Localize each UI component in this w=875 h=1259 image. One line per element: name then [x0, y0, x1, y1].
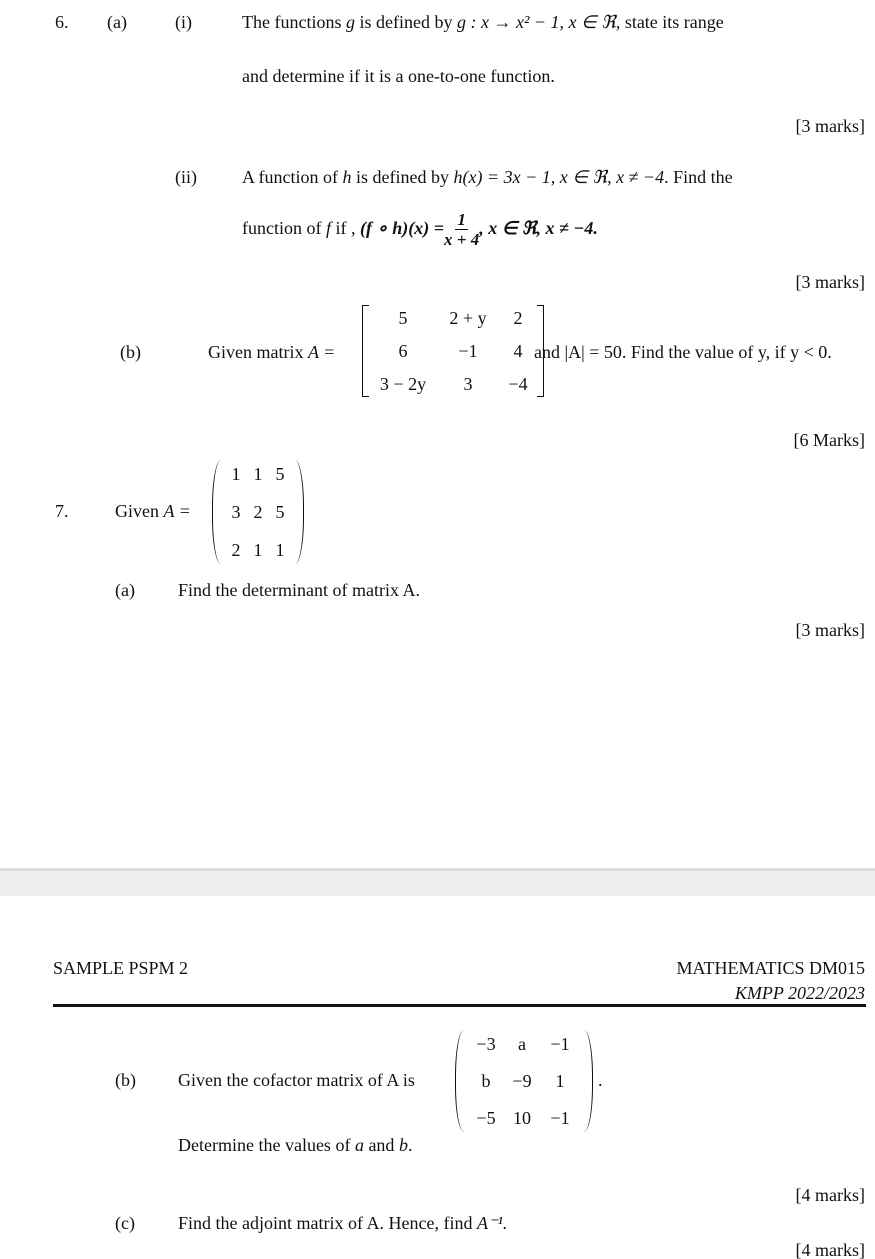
header-left: SAMPLE PSPM 2: [53, 958, 189, 978]
matrix-entry: −4: [508, 374, 528, 395]
matrix-entry: 3: [463, 374, 473, 395]
part-label: (b): [115, 1070, 136, 1090]
matrix-entry: −3: [476, 1033, 496, 1054]
matrix-entry: 5: [275, 464, 285, 484]
matrix-entry: −1: [550, 1033, 570, 1054]
matrix-entry: 2 + y: [449, 307, 487, 328]
question-text: function of f if , (f ∘ h)(x) = $\frac{1}{x + 4}$ , x ∈ ℜ, x ≠ −4.: [242, 210, 598, 250]
question-text: Determine the values of a and b.: [178, 1135, 413, 1155]
question-text: Given matrix A =: [208, 342, 336, 362]
question-text: A function of h is defined by h(x) = 3x − 1, x ∈ ℜ, x ≠ −4. Find the: [242, 167, 733, 187]
matrix-entry: 10: [513, 1108, 531, 1129]
question-text: Find the determinant of matrix A.: [178, 580, 420, 600]
marks: [3 marks]: [795, 116, 865, 136]
question-number: 7.: [55, 501, 69, 521]
part-label: (c): [115, 1213, 135, 1233]
question-text: and determine if it is a one-to-one function.: [242, 66, 555, 86]
matrix-entry: −1: [550, 1108, 570, 1129]
matrix-A: [212, 460, 304, 564]
matrix-entry: 5: [275, 502, 285, 522]
matrix-entry: 1: [231, 464, 241, 484]
matrix-entry: 2: [513, 307, 523, 328]
matrix-entry: 2: [231, 540, 241, 560]
matrix-entry: 1: [253, 540, 263, 560]
matrix-A: [362, 305, 544, 397]
question-text: Given the cofactor matrix of A is: [178, 1070, 415, 1090]
question-text: The functions g is defined by g : x → x² − 1, x ∈ ℜ, state its range: [242, 12, 724, 32]
marks: [4 marks]: [795, 1240, 865, 1259]
document-page: 6. (a) (i) The functions g is defined by g : x → x² − 1, x ∈ ℜ, state its range and determine if it is a one-to-one function. [3 marks] (ii) A function of h is defined by h(x) = 3x − 1, x ∈ ℜ, x ≠ −4. Find the function of f if , (f ∘ h)(x) = $\frac{1}{x + 4}$ , x ∈ ℜ, x ≠ −4. [3 marks] (b) Given matrix A = 5 2 + y 2 6 −1 4 3 − 2y 3 −4 and |A| = 50. Find the value of y, if y < 0. [6 Marks] 7. Given A = 1 1 5 3 2 5 2 1 1 (a) Find the determinant of matrix A. [3 marks] SAMPLE PSPM 2 MATHEMATICS DM015 KMPP 2022/2023 (b) Given the cofactor matrix of A is −3 a −1 b −9 1 −5 10 −1 . Determine the values of a and b. [4 marks] (c) Find the adjoint matrix of A. Hence, find A⁻¹. [4 marks]: [0, 0, 875, 1259]
matrix-entry: b: [481, 1070, 491, 1091]
matrix-entry: 4: [513, 340, 523, 361]
matrix-entry: 3: [231, 502, 241, 522]
question-number: 6.: [55, 12, 69, 32]
part-label: (a): [107, 12, 127, 32]
question-text: Find the adjoint matrix of A. Hence, find A⁻¹.: [178, 1213, 508, 1233]
matrix-entry: 6: [398, 340, 408, 361]
header-rule: [53, 1004, 866, 1007]
matrix-entry: 2: [253, 502, 263, 522]
matrix-entry: −1: [458, 340, 478, 361]
page-break: [0, 868, 875, 896]
matrix-entry: 3 − 2y: [379, 374, 427, 395]
marks: [4 marks]: [795, 1185, 865, 1205]
matrix-entry: −9: [512, 1070, 532, 1091]
marks: [6 Marks]: [793, 430, 865, 450]
marks: [3 marks]: [795, 620, 865, 640]
matrix-entry: −5: [476, 1108, 496, 1129]
header-right: MATHEMATICS DM015: [676, 958, 865, 978]
matrix-entry: 1: [275, 540, 285, 560]
question-text: Given A =: [115, 501, 191, 521]
matrix-entry: 5: [398, 307, 408, 328]
subpart-label: (ii): [175, 167, 197, 187]
fraction: $\frac{1}{x + 4}$: [444, 210, 480, 250]
matrix-entry: 1: [253, 464, 263, 484]
cofactor-matrix: [455, 1030, 593, 1132]
question-text: and |A| = 50. Find the value of y, if y < 0.: [534, 342, 832, 362]
matrix-entry: 1: [555, 1070, 565, 1091]
subpart-label: (i): [175, 12, 192, 32]
header-right-sub: KMPP 2022/2023: [734, 983, 865, 1003]
part-label: (b): [120, 342, 141, 362]
part-label: (a): [115, 580, 135, 600]
matrix-entry: a: [518, 1033, 526, 1054]
marks: [3 marks]: [795, 272, 865, 292]
